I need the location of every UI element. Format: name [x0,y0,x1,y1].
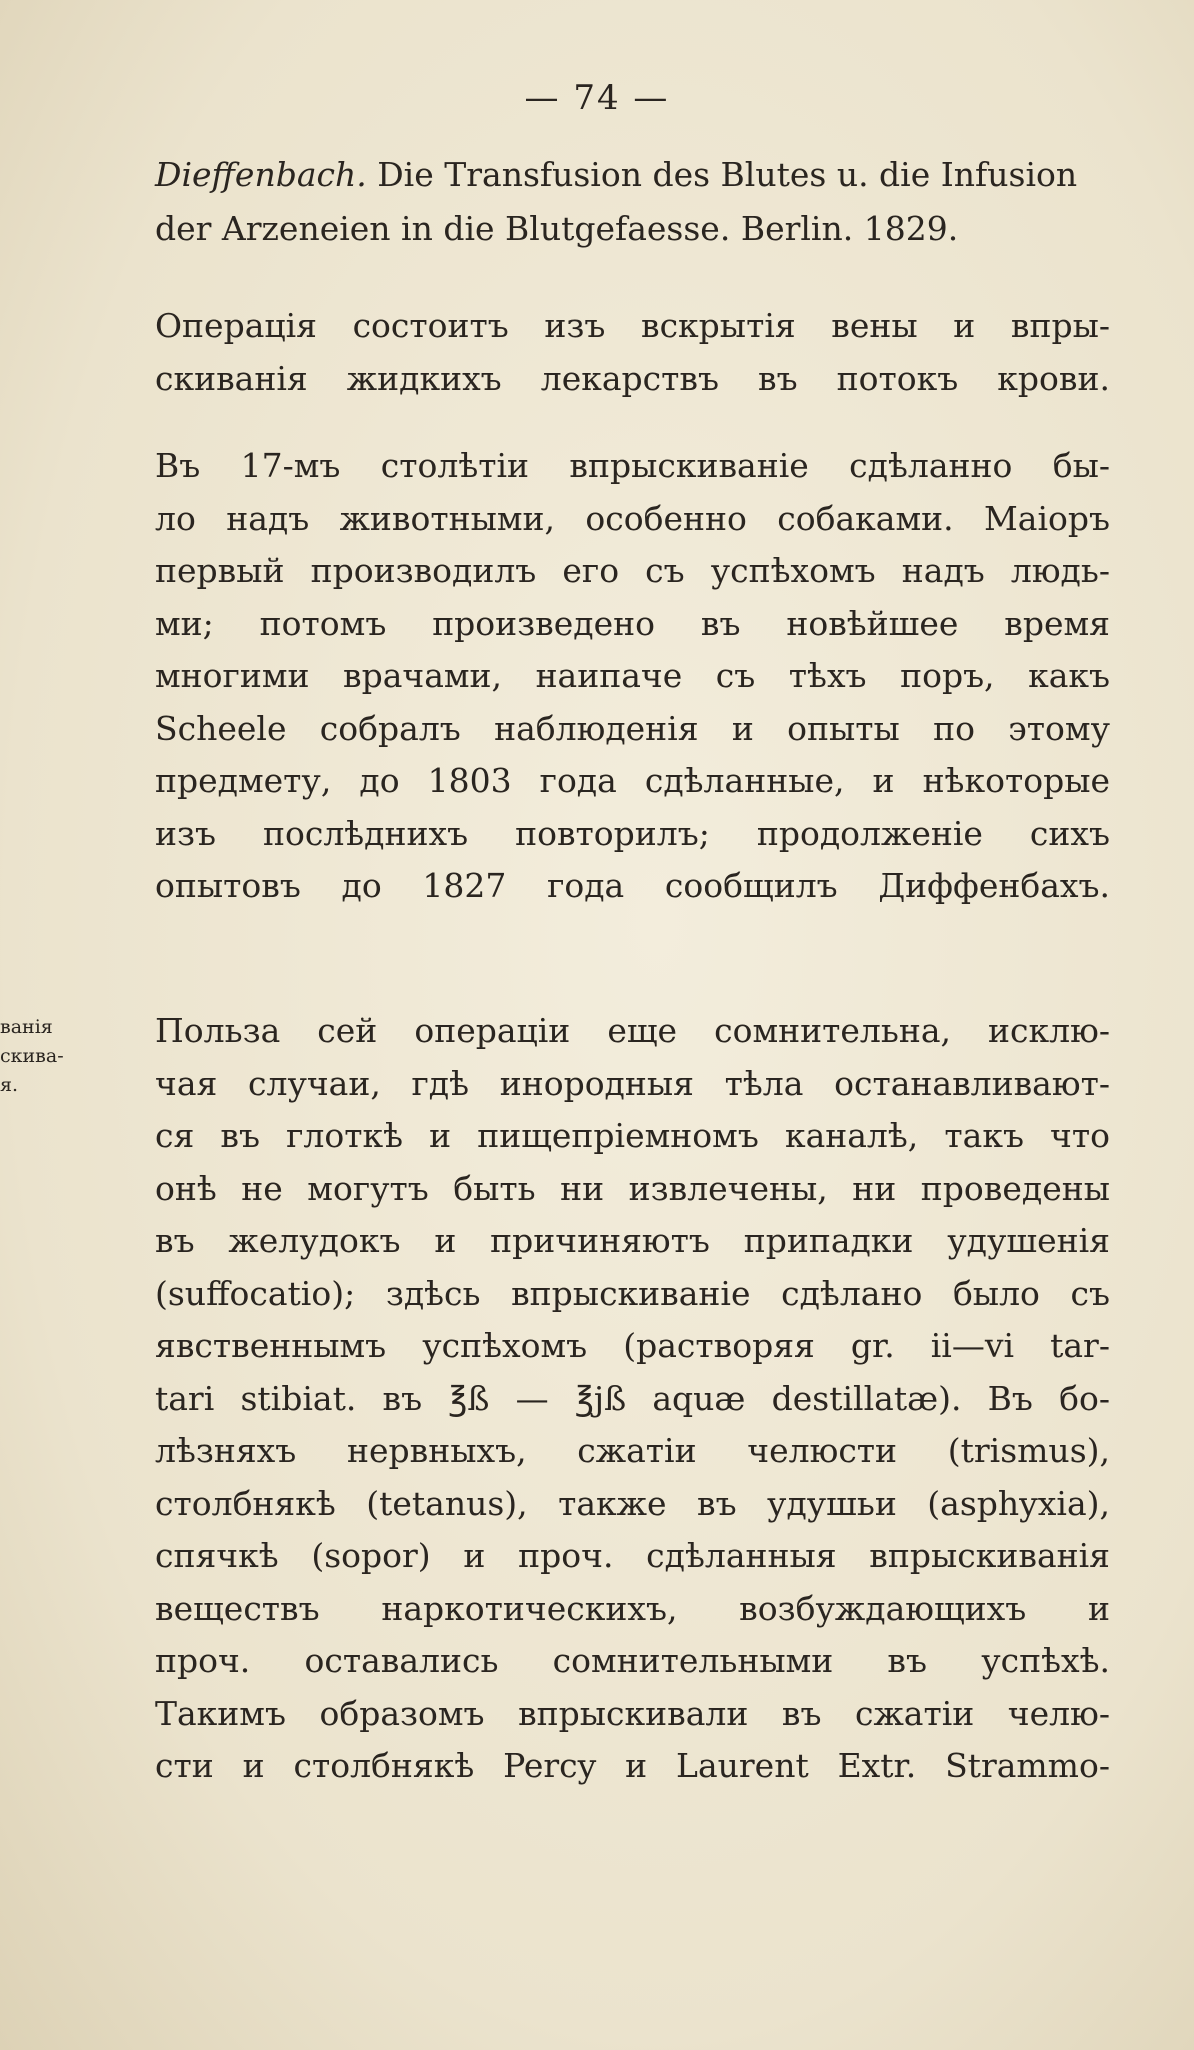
text-line: первый производилъ его съ успѣхомъ надъ людь- [155,551,1110,590]
text-line: чая случаи, гдѣ инородныя тѣла останавливают- [155,1063,1110,1103]
bibliographic-reference [155,148,1110,256]
text-line: столбнякѣ (tetanus), также въ удушьи (asphyxia), [155,1483,1110,1523]
text-line: лѣзняхъ нервныхъ, сжатіи челюсти (trismus), [155,1431,1110,1470]
paragraph-2 [155,440,1110,913]
text-line: tari stibiat. въ ℥ß — ℥jß aquæ destillatæ). Въ бо- [155,1378,1110,1418]
text-line: Въ 17-мъ столѣтіи впрыскиваніе сдѣланно бы- [155,446,1110,485]
text-line: Операція состоитъ изъ вскрытія вены и впры- [155,306,1110,345]
text-line: Scheele собралъ наблюденія и опыты по этому [155,708,1110,748]
reference-line-1 [155,148,1110,202]
text-line: предмету, до 1803 года сдѣланные, и нѣкоторые [155,761,1110,800]
margin-note-line: я. [0,1074,19,1096]
margin-note-line: ванія [0,1016,53,1038]
text-line: въ желудокъ и причиняютъ припадки удушенія [155,1221,1110,1260]
paragraph-1 [155,300,1110,405]
margin-note [0,1013,90,1100]
text-line: явственнымъ успѣхомъ (растворяя gr. ii—vi tar- [155,1326,1110,1365]
text-line: многими врачами, наипаче съ тѣхъ поръ, какъ [155,656,1110,695]
text-line: веществъ наркотическихъ, возбуждающихъ и [155,1588,1110,1628]
reference-line-2: der Arzeneien in die Blutgefaesse. Berlin. 1829. [155,209,959,248]
text-line: Польза сей операціи еще сомнительна, исклю- [155,1011,1110,1050]
text-line: проч. оставались сомнительными въ успѣхѣ. [155,1641,1110,1680]
margin-note-line: скива- [0,1045,64,1067]
text-line: сти и столбнякѣ Percy и Laurent Extr. Strammo- [155,1746,1110,1785]
text-line: ло надъ животными, особенно собаками. Маіоръ [155,498,1110,538]
text-line: ся въ глоткѣ и пищепріемномъ каналѣ, такъ что [155,1116,1110,1155]
text-line: скиванія жидкихъ лекарствъ въ потокъ крови. [155,358,1110,398]
reference-author: Dieffenbach. [155,155,367,194]
page-number: — 74 — [524,78,670,118]
text-line: изъ послѣднихъ повторилъ; продолженіе сихъ [155,813,1110,853]
text-line: (suffocatio); здѣсь впрыскиваніе сдѣлано было съ [155,1273,1110,1313]
text-line: онѣ не могутъ быть ни извлечены, ни проведены [155,1168,1110,1208]
reference-title: Die Transfusion des Blutes u. die Infusion [366,155,1078,194]
text-line: спячкѣ (sopor) и проч. сдѣланныя впрыскиванія [155,1536,1110,1575]
text-line: ми; потомъ произведено въ новѣйшее время [155,603,1110,643]
text-line: Такимъ образомъ впрыскивали въ сжатіи челю- [155,1693,1110,1733]
text-line: опытовъ до 1827 года сообщилъ Диффенбахъ. [155,866,1110,905]
paragraph-3 [155,1005,1110,1793]
